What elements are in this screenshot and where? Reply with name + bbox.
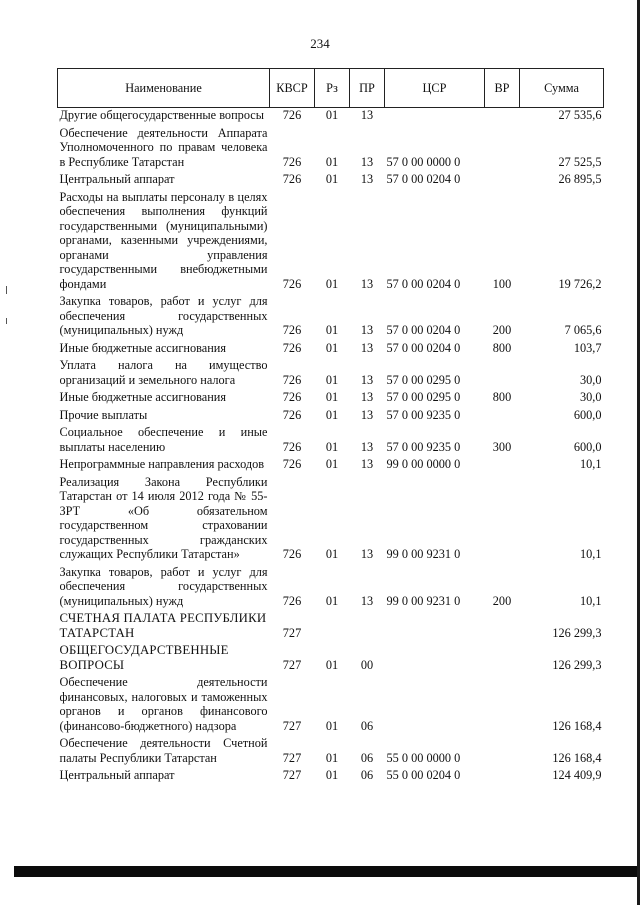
- cell-vr: [485, 640, 520, 672]
- cell-pr: 13: [360, 457, 374, 471]
- cell-pr: 06: [360, 750, 374, 765]
- cell-csr: 57 0 00 0000 0: [386, 154, 461, 169]
- table-row: [58, 405, 604, 423]
- cell-kvsr: 726: [282, 154, 302, 169]
- row-name: [58, 123, 270, 170]
- row-name: [58, 672, 270, 733]
- row-name-line: Прочие выплаты: [59, 407, 148, 422]
- cell-rz: 01: [325, 323, 339, 337]
- row-name-line: Социальное обеспечение и иные выплаты населению: [59, 425, 268, 454]
- cell-kvsr: 726: [282, 323, 302, 337]
- row-name: [58, 733, 270, 765]
- cell-sum: 10,1: [579, 457, 602, 471]
- cell-kvsr: 726: [282, 407, 302, 422]
- row-name-line: СЧЕТНАЯ ПАЛАТА РЕСПУБЛИКИ: [59, 611, 267, 625]
- cell-kvsr: 726: [282, 108, 302, 122]
- page-number: 234: [310, 36, 330, 51]
- row-name: [58, 422, 270, 454]
- cell-vr: [485, 608, 520, 640]
- scan-border-bottom: [14, 866, 640, 877]
- cell-vr: [485, 454, 520, 472]
- row-name: [58, 387, 270, 405]
- row-name-line: Обеспечение деятельности Аппарата Уполномоченного по правам человека в Республике Татарстан: [59, 125, 268, 169]
- cell-rz: 01: [325, 657, 339, 672]
- cell-vr: [485, 169, 520, 187]
- cell-kvsr: 727: [282, 657, 302, 672]
- table-row: [58, 291, 604, 338]
- table-row: [58, 422, 604, 454]
- cell-csr: 57 0 00 0295 0: [386, 372, 461, 387]
- cell-vr: 800: [492, 390, 512, 404]
- row-name-line: Центральный аппарат: [59, 172, 175, 186]
- row-name: [58, 472, 270, 562]
- cell-pr: 13: [360, 372, 374, 387]
- row-name: [58, 355, 270, 387]
- cell-csr: 99 0 00 9231 0: [386, 593, 461, 608]
- row-name: [58, 454, 270, 472]
- row-name: [58, 338, 270, 356]
- cell-kvsr: 726: [282, 276, 302, 291]
- cell-pr: [350, 608, 385, 640]
- cell-rz: 01: [325, 593, 339, 608]
- cell-csr: 57 0 00 9235 0: [386, 407, 461, 422]
- row-name-line: Центральный аппарат: [59, 768, 175, 782]
- cell-vr: [485, 355, 520, 387]
- table-row: [58, 640, 604, 672]
- cell-kvsr: 726: [282, 439, 302, 454]
- cell-rz: 01: [325, 439, 339, 454]
- row-name-line: Уплата налога на имущество организаций и земельного налога: [59, 358, 268, 387]
- cell-kvsr: 726: [282, 340, 302, 355]
- cell-sum: 600,0: [573, 407, 602, 422]
- col-header-name: Наименование: [58, 69, 270, 108]
- cell-csr: 55 0 00 0000 0: [386, 750, 461, 765]
- cell-rz: 01: [325, 768, 339, 782]
- header-row: [58, 69, 604, 108]
- row-name-line: Реализация Закона Республики Татарстан от 14 июля 2012 года № 55-ЗРТ «Об обязательном государственном страховании государственных гражданских служащих Республики Татарстан»: [59, 474, 268, 561]
- table-row: [58, 472, 604, 562]
- row-name-line: Закупка товаров, работ и услуг для обеспечения государственных (муниципальных) нужд: [59, 294, 268, 337]
- row-name: [58, 405, 270, 423]
- row-name: [58, 169, 270, 187]
- cell-kvsr: 726: [282, 172, 302, 186]
- cell-vr: 800: [492, 340, 512, 355]
- cell-pr: 13: [360, 323, 374, 337]
- cell-sum: 26 895,5: [558, 172, 602, 186]
- cell-rz: 01: [325, 108, 339, 122]
- col-header-vr: ВР: [485, 69, 520, 108]
- cell-kvsr: 726: [282, 593, 302, 608]
- cell-vr: 200: [492, 593, 512, 608]
- cell-rz: 01: [325, 172, 339, 186]
- cell-csr: 57 0 00 0204 0: [386, 276, 461, 291]
- cell-csr: [385, 672, 485, 733]
- cell-kvsr: 726: [282, 547, 302, 561]
- cell-vr: 100: [492, 276, 512, 291]
- row-name: [58, 562, 270, 609]
- cell-vr: [485, 123, 520, 170]
- cell-rz: 01: [325, 372, 339, 387]
- col-header-rz: Рз: [315, 69, 350, 108]
- cell-csr: 99 0 00 0000 0: [386, 457, 461, 471]
- cell-csr: 99 0 00 9231 0: [386, 547, 461, 561]
- table-body: [58, 108, 604, 783]
- col-header-pr: ПР: [350, 69, 385, 108]
- cell-sum: 7 065,6: [564, 323, 602, 337]
- cell-pr: 13: [360, 108, 374, 122]
- cell-sum: 600,0: [573, 439, 602, 454]
- cell-sum: 124 409,9: [552, 768, 602, 782]
- cell-pr: 13: [360, 390, 374, 404]
- cell-kvsr: 727: [282, 750, 302, 765]
- cell-pr: 13: [360, 439, 374, 454]
- row-name: [58, 608, 270, 640]
- row-name: [58, 765, 270, 783]
- cell-csr: 57 0 00 0204 0: [386, 172, 461, 186]
- cell-pr: 13: [360, 547, 374, 561]
- cell-pr: 06: [360, 768, 374, 782]
- col-header-csr: ЦСР: [385, 69, 485, 108]
- col-header-sum: Сумма: [520, 69, 604, 108]
- cell-csr: 57 0 00 0204 0: [386, 340, 461, 355]
- row-name: [58, 640, 270, 672]
- cell-rz: 01: [325, 407, 339, 422]
- cell-sum: 126 168,4: [552, 750, 602, 765]
- cell-vr: [485, 765, 520, 783]
- cell-rz: 01: [325, 547, 339, 561]
- cell-vr: [485, 108, 520, 123]
- cell-kvsr: 727: [282, 768, 302, 782]
- table-row: [58, 187, 604, 292]
- row-name: [58, 291, 270, 338]
- cell-vr: [485, 405, 520, 423]
- cell-rz: 01: [325, 718, 339, 733]
- cell-pr: 13: [360, 340, 374, 355]
- cell-pr: 13: [360, 407, 374, 422]
- table-row: [58, 169, 604, 187]
- cell-pr: 13: [360, 593, 374, 608]
- row-name-line: ОБЩЕГОСУДАРСТВЕННЫЕ: [59, 643, 229, 657]
- cell-csr: 57 0 00 0204 0: [386, 323, 461, 337]
- cell-csr: 55 0 00 0204 0: [386, 768, 461, 782]
- cell-sum: 10,1: [579, 593, 602, 608]
- cell-pr: 13: [360, 172, 374, 186]
- row-name: [58, 187, 270, 292]
- cell-sum: 27 525,5: [558, 154, 602, 169]
- cell-pr: 00: [360, 657, 374, 672]
- cell-sum: 126 299,3: [552, 625, 602, 640]
- cell-pr: 13: [360, 276, 374, 291]
- cell-vr: 200: [492, 323, 512, 337]
- cell-sum: 30,0: [579, 390, 602, 404]
- budget-table: [57, 68, 604, 783]
- row-name-line: Иные бюджетные ассигнования: [59, 390, 227, 404]
- cell-vr: [485, 733, 520, 765]
- table-row: [58, 454, 604, 472]
- cell-rz: 01: [325, 340, 339, 355]
- table-row: [58, 108, 604, 123]
- row-name-line: Иные бюджетные ассигнования: [59, 340, 227, 355]
- row-name-line: Обеспечение деятельности Счетной палаты Республики Татарстан: [59, 736, 268, 765]
- cell-kvsr: 727: [282, 718, 302, 733]
- row-name-line: Непрограммные направления расходов: [59, 457, 265, 471]
- table-row: [58, 123, 604, 170]
- cell-csr: 57 0 00 0295 0: [386, 390, 461, 404]
- table-row: [58, 765, 604, 783]
- cell-kvsr: 726: [282, 390, 302, 404]
- cell-sum: 103,7: [573, 340, 602, 355]
- cell-csr: [385, 108, 485, 123]
- row-name: [58, 108, 270, 123]
- row-name-line: ВОПРОСЫ: [59, 657, 125, 672]
- table-row: [58, 608, 604, 640]
- scan-mark: [6, 286, 7, 294]
- cell-kvsr: 726: [282, 372, 302, 387]
- table-row: [58, 387, 604, 405]
- table-row: [58, 338, 604, 356]
- cell-rz: 01: [325, 154, 339, 169]
- table-row: [58, 733, 604, 765]
- table-row: [58, 562, 604, 609]
- cell-csr: [385, 640, 485, 672]
- cell-rz: 01: [325, 457, 339, 471]
- cell-rz: 01: [325, 276, 339, 291]
- cell-rz: [315, 608, 350, 640]
- cell-sum: 10,1: [579, 547, 602, 561]
- cell-pr: 06: [360, 718, 374, 733]
- cell-pr: 13: [360, 154, 374, 169]
- cell-sum: 27 535,6: [558, 108, 602, 122]
- row-name-line: Обеспечение деятельности финансовых, налоговых и таможенных органов и органов финансового (финансово-бюджетного) надзора: [59, 675, 268, 733]
- scan-mark: [6, 318, 7, 324]
- cell-vr: 300: [492, 439, 512, 454]
- cell-kvsr: 727: [282, 625, 302, 640]
- row-name-line: Расходы на выплаты персоналу в целях обеспечения выполнения функций государственными (муниципальными) органами, казенными учреждениями, органами управления государственными внебюджетными фондами: [59, 189, 268, 291]
- cell-sum: 126 168,4: [552, 718, 602, 733]
- cell-vr: [485, 672, 520, 733]
- row-name-line: ТАТАРСТАН: [59, 625, 135, 640]
- cell-csr: 57 0 00 9235 0: [386, 439, 461, 454]
- cell-sum: 19 726,2: [558, 276, 602, 291]
- cell-vr: [485, 472, 520, 562]
- cell-csr: [385, 608, 485, 640]
- row-name-line: Закупка товаров, работ и услуг для обеспечения государственных (муниципальных) нужд: [59, 564, 268, 608]
- cell-sum: 126 299,3: [552, 657, 602, 672]
- table-row: [58, 355, 604, 387]
- cell-rz: 01: [325, 750, 339, 765]
- col-header-kvsr: КВСР: [270, 69, 315, 108]
- row-name-line: Другие общегосударственные вопросы: [59, 108, 264, 122]
- cell-kvsr: 726: [282, 457, 302, 471]
- table-row: [58, 672, 604, 733]
- cell-rz: 01: [325, 390, 339, 404]
- cell-sum: 30,0: [579, 372, 602, 387]
